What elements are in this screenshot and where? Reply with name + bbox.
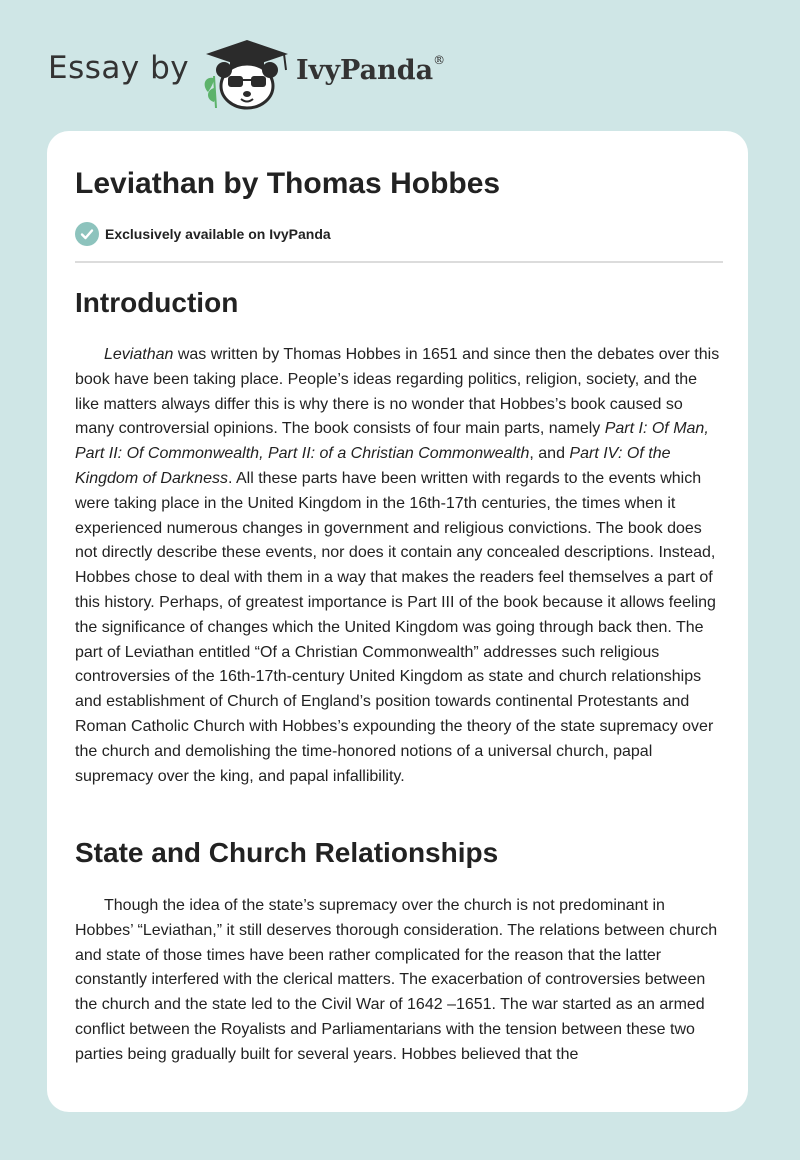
- leviathan-title-italic: Leviathan: [104, 346, 174, 363]
- divider: [75, 261, 723, 263]
- ivypanda-logo-icon[interactable]: [200, 36, 294, 110]
- brand-text: IvyPanda: [296, 55, 434, 86]
- check-icon: [75, 222, 99, 246]
- essay-by-label: Essay by: [48, 50, 190, 86]
- site-header: [0, 0, 800, 130]
- section-heading-state-church: State and Church Relationships: [75, 837, 499, 868]
- state-church-text: Though the idea of the state’s supremacy over the church is not predominant in Hobbes’ “Leviathan,” it still deserves thorough consideration. The relations between church and state of those times have been rather complicated for the reason that the latter constantly interfered with the clerical matters. The exacerbation of controversies between the church and the state led to the Civil War of 1642 –1651. The war started as an armed conflict between the Royalists and Parliamentarians with the tension between these two parties being gradually built for several years. Hobbes believed that the: [75, 897, 718, 1063]
- intro-parts-italic: Part I: Of Man, Part II: Of Commonwealth, Part II: of a Christian Commonwealth: [75, 420, 709, 463]
- page-title: Leviathan by Thomas Hobbes: [75, 167, 501, 200]
- brand-name[interactable]: [296, 55, 445, 86]
- state-church-paragraph: [75, 894, 725, 1068]
- exclusive-badge: [75, 221, 331, 247]
- intro-text-a: was written by Thomas Hobbes in 1651 and since then the debates over this book have been taking place. People’s ideas regarding politics, religion, society, and the like matters always differ this is why there is no wonder that Hobbes’s book caused so many controversial opinions. The book consists of four main parts, namely: [75, 346, 720, 438]
- essay-card: [47, 131, 748, 1112]
- registered-mark: ®: [433, 53, 446, 67]
- intro-part-iv-italic: Part IV: Of the Kingdom of Darkness: [75, 445, 671, 487]
- intro-text-b: , and: [529, 445, 570, 463]
- introduction-paragraph: [75, 343, 725, 789]
- section-heading-introduction: Introduction: [75, 287, 239, 318]
- exclusive-badge-label: Exclusively available on IvyPanda: [105, 226, 331, 242]
- intro-text-c: . All these parts have been written with regards to the events which were taking place in the United Kingdom in the 16th-17th centuries, the times when it experienced numerous changes in government and religious convictions. The book does not directly describe these events, nor does it contain any concealed descriptions. Instead, Hobbes chose to deal with them in a way that makes the readers feel themselves a part of this history. Perhaps, of greatest importance is Part III of the book because it allows feeling the significance of changes which the United Kingdom was going through back then. The part of Leviathan entitled “Of a Christian Commonwealth” addresses such religious controversies of the 16th-17th-century United Kingdom as state and church relationships and establishment of Church of England’s position towards continental Protestants and Roman Catholic Church with Hobbes’s expounding the theory of the state supremacy over the church and demolishing the time-honored notions of a universal church, papal supremacy over the king, and papal infallibility.: [75, 469, 716, 785]
